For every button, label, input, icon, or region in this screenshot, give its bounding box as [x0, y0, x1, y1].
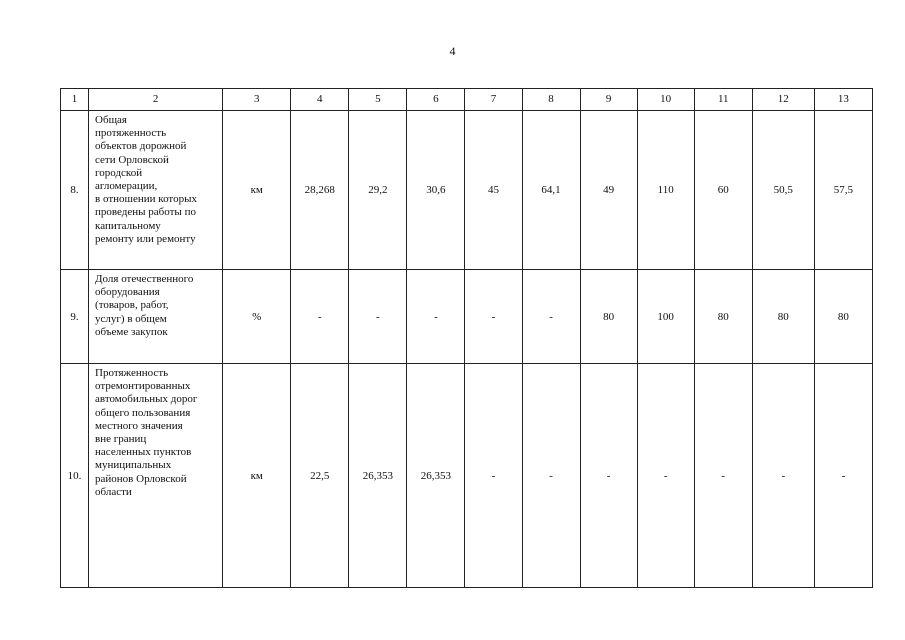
indicator-name: Протяженность отремонтированных автомобильных дорог общего пользования местного значения вне границ населенных пунктов муниципальных районов Орловской области [89, 364, 223, 588]
header-cell: 2 [89, 89, 223, 111]
row-number: 9. [61, 270, 89, 364]
value-cell: - [694, 364, 752, 588]
header-cell: 10 [637, 89, 694, 111]
value-cell: 57,5 [814, 111, 872, 270]
value-cell: 26,353 [349, 364, 407, 588]
value-cell: 50,5 [752, 111, 814, 270]
header-cell: 3 [223, 89, 291, 111]
value-cell: 80 [580, 270, 637, 364]
header-cell: 8 [522, 89, 580, 111]
value-cell: - [349, 270, 407, 364]
value-cell: 80 [752, 270, 814, 364]
value-cell: - [814, 364, 872, 588]
value-cell: 49 [580, 111, 637, 270]
value-cell: 22,5 [291, 364, 349, 588]
header-cell: 11 [694, 89, 752, 111]
value-cell: 26,353 [407, 364, 465, 588]
value-cell: - [752, 364, 814, 588]
header-cell: 6 [407, 89, 465, 111]
indicator-name: Доля отечественного оборудования (товаров, работ, услуг) в общем объеме закупок [89, 270, 223, 364]
header-cell: 1 [61, 89, 89, 111]
header-cell: 12 [752, 89, 814, 111]
page-number: 4 [449, 44, 456, 58]
header-cell: 4 [291, 89, 349, 111]
value-cell: - [291, 270, 349, 364]
value-cell: 64,1 [522, 111, 580, 270]
value-cell: 80 [694, 270, 752, 364]
value-cell: 100 [637, 270, 694, 364]
unit-cell: % [223, 270, 291, 364]
row-number: 8. [61, 111, 89, 270]
value-cell: - [522, 270, 580, 364]
header-cell: 9 [580, 89, 637, 111]
value-cell: 29,2 [349, 111, 407, 270]
unit-cell: км [223, 111, 291, 270]
value-cell: - [465, 364, 522, 588]
value-cell: 60 [694, 111, 752, 270]
header-cell: 7 [465, 89, 522, 111]
value-cell: - [580, 364, 637, 588]
value-cell: - [637, 364, 694, 588]
header-cell: 13 [814, 89, 872, 111]
value-cell: 30,6 [407, 111, 465, 270]
value-cell: 110 [637, 111, 694, 270]
table-row [61, 111, 873, 270]
table-row [61, 364, 873, 588]
value-cell: - [465, 270, 522, 364]
table-row [61, 270, 873, 364]
value-cell: 28,268 [291, 111, 349, 270]
indicators-table [60, 88, 873, 588]
header-row [61, 89, 873, 111]
value-cell: - [407, 270, 465, 364]
indicator-name: Общая протяженность объектов дорожной сети Орловской городской агломерации, в отношении которых проведены работы по капитальному ремонту или ремонту [89, 111, 223, 270]
unit-cell: км [223, 364, 291, 588]
value-cell: - [522, 364, 580, 588]
value-cell: 45 [465, 111, 522, 270]
value-cell: 80 [814, 270, 872, 364]
row-number: 10. [61, 364, 89, 588]
header-cell: 5 [349, 89, 407, 111]
